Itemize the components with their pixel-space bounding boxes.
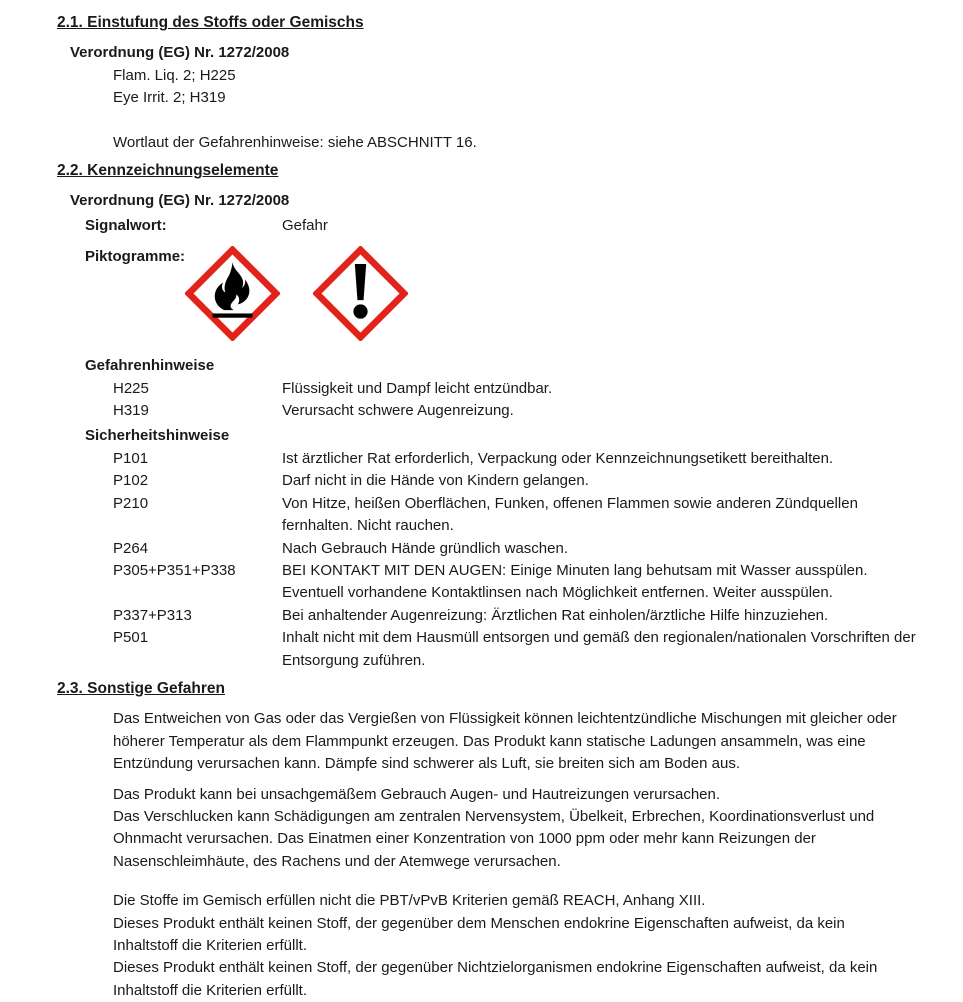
other-hazards-paragraph-group <box>0 784 963 874</box>
precautionary-statement-row <box>113 538 963 560</box>
precautionary-statement-row <box>113 470 963 492</box>
other-hazards-paragraph-group <box>0 708 963 775</box>
other-hazards-paragraph: Dieses Produkt enthält keinen Stoff, der gegenüber Nichtzielorganismen endokrine Eigenschaften aufweist, da kein Inhaltstoff die Kriterien erfüllt. <box>113 959 878 999</box>
section-heading-2-3: 2.3. Sonstige Gefahren <box>57 679 225 697</box>
regulation-title: Verordnung (EG) Nr. 1272/2008 <box>70 44 290 62</box>
precaution-code: P305+P351+P338 <box>113 561 236 579</box>
other-hazards-paragraph: Das Verschlucken kann Schädigungen am zentralen Nervensystem, Übelkeit, Erbrechen, Koordinationsverlust und Ohnmacht verursachen. Das Einatmen einer Konzentration von 1000 ppm oder mehr kann Reizungen der Nasenschleimhäute, des Rachens und der Atemwege verursachen. <box>113 807 875 870</box>
precaution-text: BEI KONTAKT MIT DEN AUGEN: Einige Minuten lang behutsam mit Wasser ausspülen. Eventuell vorhandene Kontaktlinsen nach Möglichkeit entfernen. Weiter ausspülen. <box>282 561 868 602</box>
signal-word-row <box>85 215 963 237</box>
ghs-exclamation-icon <box>313 246 408 341</box>
precaution-code: P101 <box>113 449 149 467</box>
hazard-code: H225 <box>113 379 149 397</box>
precaution-code: P210 <box>113 494 149 512</box>
section-other-hazards <box>0 678 963 1002</box>
precaution-text: Inhalt nicht mit dem Hausmüll entsorgen und gemäß den regionalen/nationalen Vorschriften der Entsorgung zuführen. <box>282 629 916 669</box>
ghs-flame-icon <box>185 246 280 341</box>
precautionary-statement-row <box>113 605 963 627</box>
hazard-statements-heading: Gefahrenhinweise <box>85 357 215 375</box>
other-hazards-paragraph: Dieses Produkt enthält keinen Stoff, der gegenüber dem Menschen endokrine Eigenschaften aufweist, da kein Inhaltstoff die Kriterien erfüllt. <box>113 914 845 954</box>
precaution-text: Bei anhaltender Augenreizung: Ärztlichen Rat einholen/ärztliche Hilfe hinzuziehen. <box>282 606 829 624</box>
precautionary-statement-row <box>113 627 963 672</box>
precaution-code: P501 <box>113 629 149 647</box>
classification-item: Flam. Liq. 2; H225 <box>113 66 236 84</box>
precautionary-statement-row <box>113 560 963 605</box>
hazard-statement-row <box>113 400 963 422</box>
precaution-text: Ist ärztlicher Rat erforderlich, Verpackung oder Kennzeichnungsetikett bereithalten. <box>282 449 834 467</box>
precaution-code: P337+P313 <box>113 606 192 624</box>
regulation-title: Verordnung (EG) Nr. 1272/2008 <box>70 192 290 210</box>
hazard-statement-row <box>113 378 963 400</box>
other-hazards-paragraph: Die Stoffe im Gemisch erfüllen nicht die PBT/vPvB Kriterien gemäß REACH, Anhang XIII. <box>113 892 706 910</box>
other-hazards-paragraph: Das Produkt kann bei unsachgemäßem Gebrauch Augen- und Hautreizungen verursachen. <box>113 785 721 803</box>
precautionary-statement-row <box>113 448 963 470</box>
hazard-text: Verursacht schwere Augenreizung. <box>282 402 514 420</box>
precautionary-statement-row <box>113 493 963 538</box>
section-label-elements <box>0 160 963 672</box>
pictograms-row <box>85 246 963 341</box>
hazard-text: Flüssigkeit und Dampf leicht entzündbar. <box>282 379 553 397</box>
precaution-code: P102 <box>113 472 149 490</box>
section-classification <box>0 12 963 154</box>
precaution-code: P264 <box>113 539 149 557</box>
signal-word-value: Gefahr <box>282 216 328 234</box>
signal-word-label: Signalwort: <box>85 216 167 234</box>
precaution-text: Darf nicht in die Hände von Kindern gelangen. <box>282 472 589 490</box>
hazard-wording-note: Wortlaut der Gefahrenhinweise: siehe ABSCHNITT 16. <box>113 133 477 151</box>
precaution-text: Von Hitze, heißen Oberflächen, Funken, offenen Flammen sowie anderen Zündquellen fernhalten. Nicht rauchen. <box>282 494 858 535</box>
other-hazards-paragraph-group <box>0 890 963 1002</box>
section-heading-2-1: 2.1. Einstufung des Stoffs oder Gemischs <box>57 14 364 31</box>
pictograms-label: Piktogramme: <box>85 248 186 266</box>
section-heading-2-2: 2.2. Kennzeichnungselemente <box>57 162 279 180</box>
hazard-code: H319 <box>113 402 149 420</box>
other-hazards-paragraph: Das Entweichen von Gas oder das Vergießen von Flüssigkeit können leichtentzündliche Mischungen mit gleicher oder höherer Temperatur als dem Flammpunkt erzeugen. Das Produkt kann statische Ladungen ansammeln, was eine Entzündung verursachen kann. Dämpfe sind schwerer als Luft, sie breiten sich am Boden aus. <box>113 710 897 773</box>
precautionary-statements-heading: Sicherheitshinweise <box>85 427 230 445</box>
classification-item: Eye Irrit. 2; H319 <box>113 89 226 107</box>
precaution-text: Nach Gebrauch Hände gründlich waschen. <box>282 539 569 557</box>
pictograms <box>185 246 408 341</box>
